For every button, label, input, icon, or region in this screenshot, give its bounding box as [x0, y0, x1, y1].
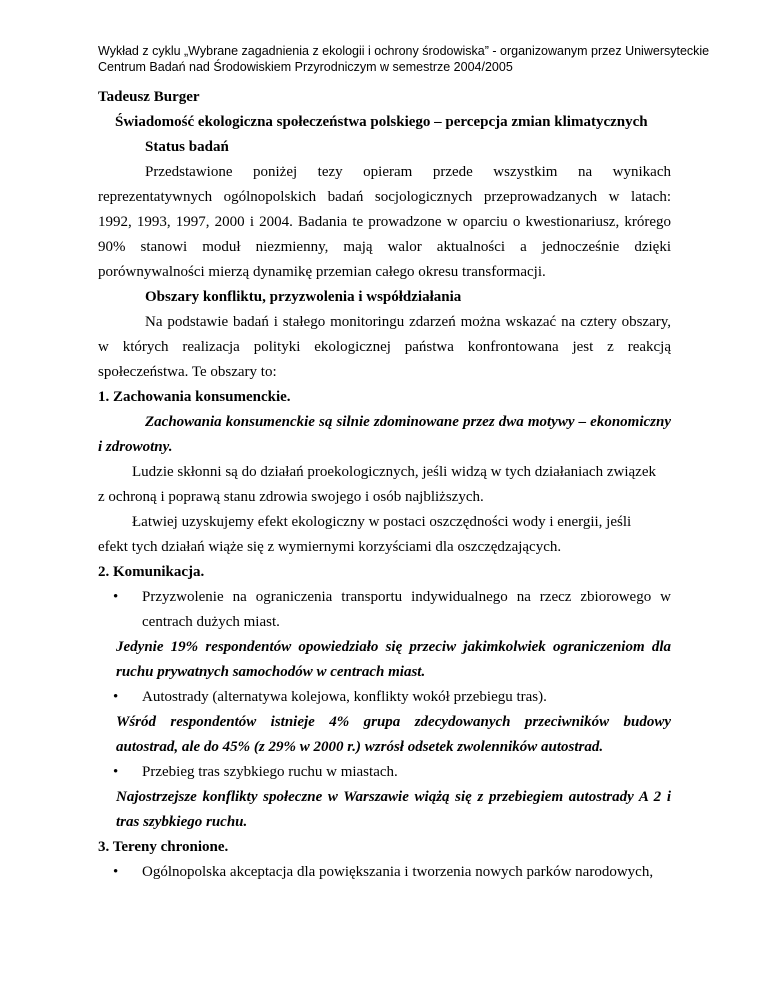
emphasis-line: Najostrzejsze konflikty społeczne w Warszawie wiążą się z przebiegiem autostrady A 2 i [116, 789, 671, 805]
emphasis-line: Zachowania konsumenckie są silnie zdominowane przez dwa motywy – ekonomiczny [145, 414, 671, 430]
bullet-text: Ogólnopolska akceptacja dla powiększania i tworzenia nowych parków narodowych, [142, 864, 654, 880]
bullet-text: Przebieg tras szybkiego ruchu w miastach. [142, 764, 398, 780]
header-line-2: Centrum Badań nad Środowiskiem Przyrodniczym w semestrze 2004/2005 [98, 60, 513, 74]
paragraph-line: społeczeństwa. Te obszary to: [98, 364, 277, 380]
paragraph-line: Na podstawie badań i stałego monitoringu zdarzeń można wskazać na cztery obszary, [145, 314, 671, 330]
bullet-item [98, 860, 671, 885]
bullet-icon: • [113, 764, 119, 780]
section-heading-status: Status badań [145, 139, 229, 155]
bullet-item [98, 685, 671, 710]
paragraph-line: efekt tych działań wiąże się z wymiernymi korzyściami dla oszczędzających. [98, 539, 562, 555]
emphasis-line: autostrad, ale do 45% (z 29% w 2000 r.) wzrósł odsetek zwolenników autostrad. [116, 739, 604, 755]
bullet-icon: • [113, 689, 119, 705]
paragraph-line: reprezentatywnych ogólnopolskich badań socjologicznych przeprowadzanych w latach: [98, 189, 671, 205]
document-body [98, 85, 671, 885]
header-line-1: Wykład z cyklu „Wybrane zagadnienia z ekologii i ochrony środowiska” - organizowanym przez Uniwersyteckie [98, 44, 710, 58]
bullet-item [98, 585, 671, 610]
bullet-icon: • [113, 864, 119, 880]
document-title: Świadomość ekologiczna społeczeństwa polskiego – percepcja zmian klimatycznych [115, 114, 648, 130]
emphasis-line: Wśród respondentów istnieje 4% grupa zdecydowanych przeciwników budowy [116, 714, 671, 730]
paragraph-line: Łatwiej uzyskujemy efekt ekologiczny w postaci oszczędności wody i energii, jeśli [132, 514, 632, 530]
paragraph-line: Ludzie skłonni są do działań proekologicznych, jeśli widzą w tych działaniach związek [132, 464, 656, 480]
bullet-item [98, 760, 671, 785]
page-header [98, 43, 710, 75]
emphasis-line: i zdrowotny. [98, 439, 173, 455]
paragraph-line: w których realizacja polityki ekologicznej państwa konfrontowana jest z reakcją [98, 339, 671, 355]
point-heading-protected-areas: 3. Tereny chronione. [98, 839, 229, 855]
emphasis-line: ruchu prywatnych samochodów w centrach miast. [116, 664, 426, 680]
bullet-icon: • [113, 589, 119, 605]
emphasis-line: Jedynie 19% respondentów opowiedziało się przeciw jakimkolwiek ograniczeniom dla [116, 639, 671, 655]
bullet-text: Przyzwolenie na ograniczenia transportu indywidualnego na rzecz zbiorowego w [142, 589, 671, 605]
section-heading-areas: Obszary konfliktu, przyzwolenia i współdziałania [145, 289, 462, 305]
paragraph-line: porównywalności mierzą dynamikę przemian całego okresu transformacji. [98, 264, 546, 280]
bullet-text: Autostrady (alternatywa kolejowa, konflikty wokół przebiegu tras). [142, 689, 547, 705]
emphasis-line: tras szybkiego ruchu. [116, 814, 248, 830]
paragraph-line: z ochroną i poprawą stanu zdrowia swojego i osób najbliższych. [98, 489, 484, 505]
author-name: Tadeusz Burger [98, 89, 200, 105]
point-heading-consumer: 1. Zachowania konsumenckie. [98, 389, 291, 405]
paragraph-line: Przedstawione poniżej tezy opieram przede wszystkim na wynikach [145, 164, 671, 180]
paragraph-line: 1992, 1993, 1997, 2000 i 2004. Badania te prowadzone w oparciu o kwestionariusz, krórego [98, 214, 671, 230]
paragraph-line: 90% stanowi moduł niezmienny, mają walor aktualności a jednocześnie dzięki [98, 239, 671, 255]
point-heading-communication: 2. Komunikacja. [98, 564, 205, 580]
bullet-continuation: centrach dużych miast. [142, 614, 280, 630]
